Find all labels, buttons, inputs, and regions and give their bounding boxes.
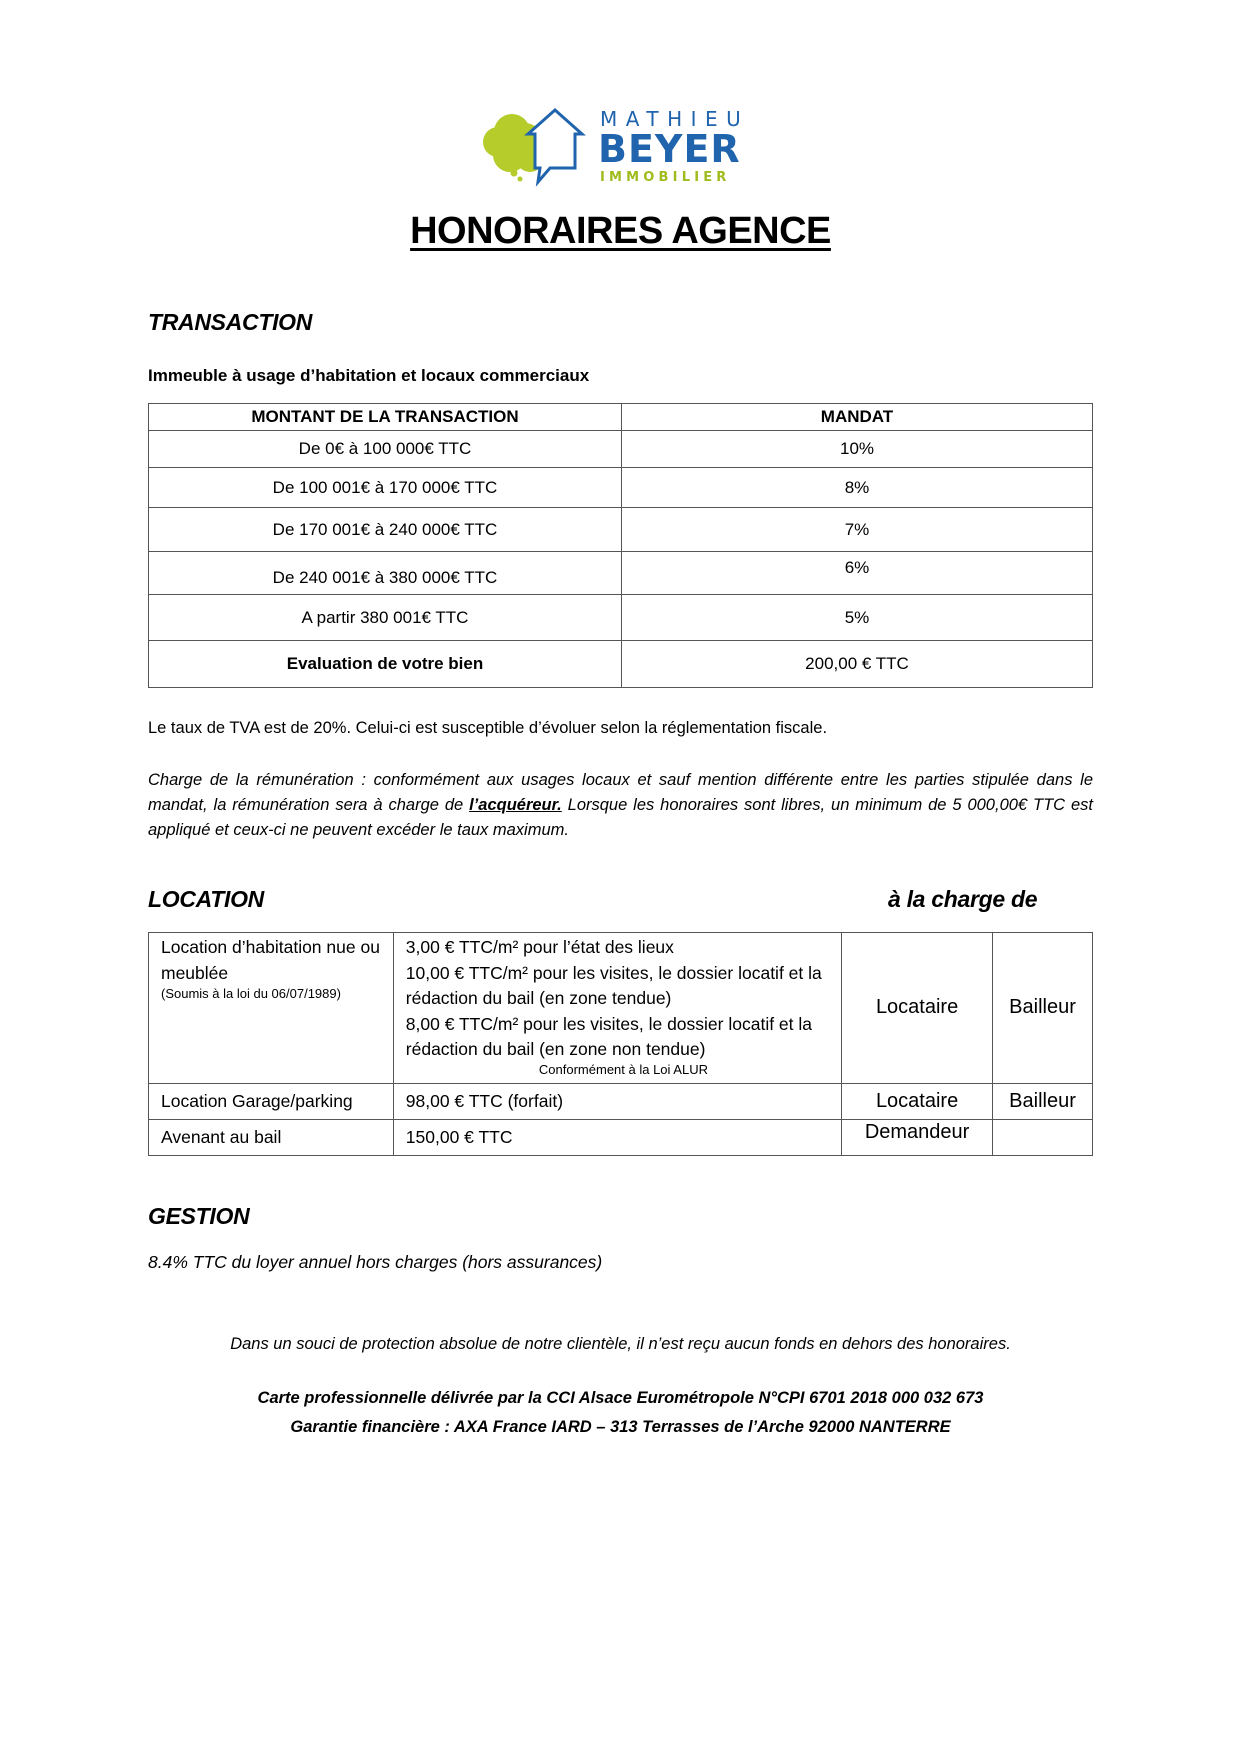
protection-note: Dans un souci de protection absolue de notre clientèle, il n’est reçu aucun fonds en dehors des honoraires. xyxy=(230,1335,1011,1353)
mandate-cell: 200,00 € TTC xyxy=(622,641,1093,688)
transaction-heading: TRANSACTION xyxy=(148,309,313,335)
table-row xyxy=(149,508,1093,552)
table-row xyxy=(149,1084,1093,1120)
table-row xyxy=(149,1120,1093,1156)
charge-note-text-2: Lorsque les honoraires sont libres, un minimum de 5 000,00€ TTC est appliqué et ceux-ci ne peuvent excéder le taux maximum. xyxy=(148,796,1093,839)
party-cell-landlord: Bailleur xyxy=(993,933,1093,1084)
charge-note xyxy=(148,768,1093,843)
row-label: Location d’habitation nue ou meublée xyxy=(161,937,380,983)
location-fee-table xyxy=(148,932,1093,1156)
fee-line: 8,00 € TTC/m² pour les visites, le dossier locatif et la rédaction du bail (en zone non tendue) xyxy=(405,1013,813,1059)
table-row xyxy=(149,431,1093,468)
tva-note: Le taux de TVA est de 20%. Celui-ci est susceptible d’évoluer selon la réglementation fiscale. xyxy=(148,719,828,737)
label-cell: Avenant au bail xyxy=(149,1120,394,1156)
gestion-text: 8.4% TTC du loyer annuel hors charges (hors assurances) xyxy=(148,1252,603,1272)
row-label-note: (Soumis à la loi du 06/07/1989) xyxy=(161,986,341,1001)
charge-note-text: Charge de la rémunération : conformément aux usages locaux et sauf mention différente entre les parties stipulée dans le mandat, la rémunération sera à charge de xyxy=(148,771,1093,814)
mandate-cell: 8% xyxy=(622,468,1093,508)
party-cell-tenant: Locataire xyxy=(842,1084,993,1120)
mandate-cell: 10% xyxy=(622,431,1093,468)
party-cell-landlord: Bailleur xyxy=(993,1084,1093,1120)
house-cloud-icon xyxy=(480,100,600,190)
fee-note: Conformément à la Loi ALUR xyxy=(538,1061,708,1077)
party-cell-tenant: Locataire xyxy=(842,933,993,1084)
table-row xyxy=(149,595,1093,641)
party-cell-empty xyxy=(993,1120,1093,1156)
location-heading: LOCATION xyxy=(148,886,264,912)
amount-cell: De 0€ à 100 000€ TTC xyxy=(149,431,622,468)
table-row xyxy=(149,552,1093,595)
party-cell-requester: Demandeur xyxy=(842,1120,993,1156)
amount-cell: Evaluation de votre bien xyxy=(149,641,622,688)
logo-text-mathieu: MATHIEU xyxy=(600,107,750,131)
logo-text-immobilier: IMMOBILIER xyxy=(600,170,731,185)
amount-cell: De 170 001€ à 240 000€ TTC xyxy=(149,508,622,552)
logo-text-beyer: BEYER xyxy=(598,127,741,171)
amount-cell: De 240 001€ à 380 000€ TTC xyxy=(149,552,622,595)
column-header-mandate: MANDAT xyxy=(622,404,1093,431)
label-cell: Location Garage/parking xyxy=(149,1084,394,1120)
mandate-cell: 5% xyxy=(622,595,1093,641)
table-row xyxy=(149,641,1093,688)
fee-line: 3,00 € TTC/m² pour l’état des lieux xyxy=(405,937,674,957)
fee-cell xyxy=(393,933,841,1084)
table-row xyxy=(149,933,1093,1084)
charge-heading: à la charge de xyxy=(888,886,1038,912)
amount-cell: A partir 380 001€ TTC xyxy=(149,595,622,641)
financial-guarantee-note: Garantie financière : AXA France IARD – 313 Terrasses de l’Arche 92000 NANTERRE xyxy=(290,1418,951,1436)
page-title-text: HONORAIRES AGENCE xyxy=(410,210,831,252)
page-title xyxy=(0,210,1241,253)
gestion-heading: GESTION xyxy=(148,1203,250,1229)
label-cell xyxy=(149,933,394,1084)
charge-note-emphasis: l’acquéreur xyxy=(469,796,558,814)
professional-card-note: Carte professionnelle délivrée par la CCI Alsace Eurométropole N°CPI 6701 2018 000 032 673 xyxy=(257,1389,984,1407)
column-header-amount: MONTANT DE LA TRANSACTION xyxy=(149,404,622,431)
fee-line: 10,00 € TTC/m² pour les visites, le dossier locatif et la rédaction du bail (en zone tendue) xyxy=(405,962,822,1008)
transaction-subheading: Immeuble à usage d’habitation et locaux commerciaux xyxy=(148,366,590,385)
company-logo xyxy=(480,100,760,190)
mandate-cell: 7% xyxy=(622,508,1093,552)
transaction-fee-table xyxy=(148,403,1093,688)
mandate-cell: 6% xyxy=(622,552,1093,595)
amount-cell: De 100 001€ à 170 000€ TTC xyxy=(149,468,622,508)
table-row xyxy=(149,468,1093,508)
table-header-row xyxy=(149,404,1093,431)
charge-note-period: . xyxy=(557,796,562,814)
fee-cell: 98,00 € TTC (forfait) xyxy=(393,1084,841,1120)
fee-cell: 150,00 € TTC xyxy=(393,1120,841,1156)
